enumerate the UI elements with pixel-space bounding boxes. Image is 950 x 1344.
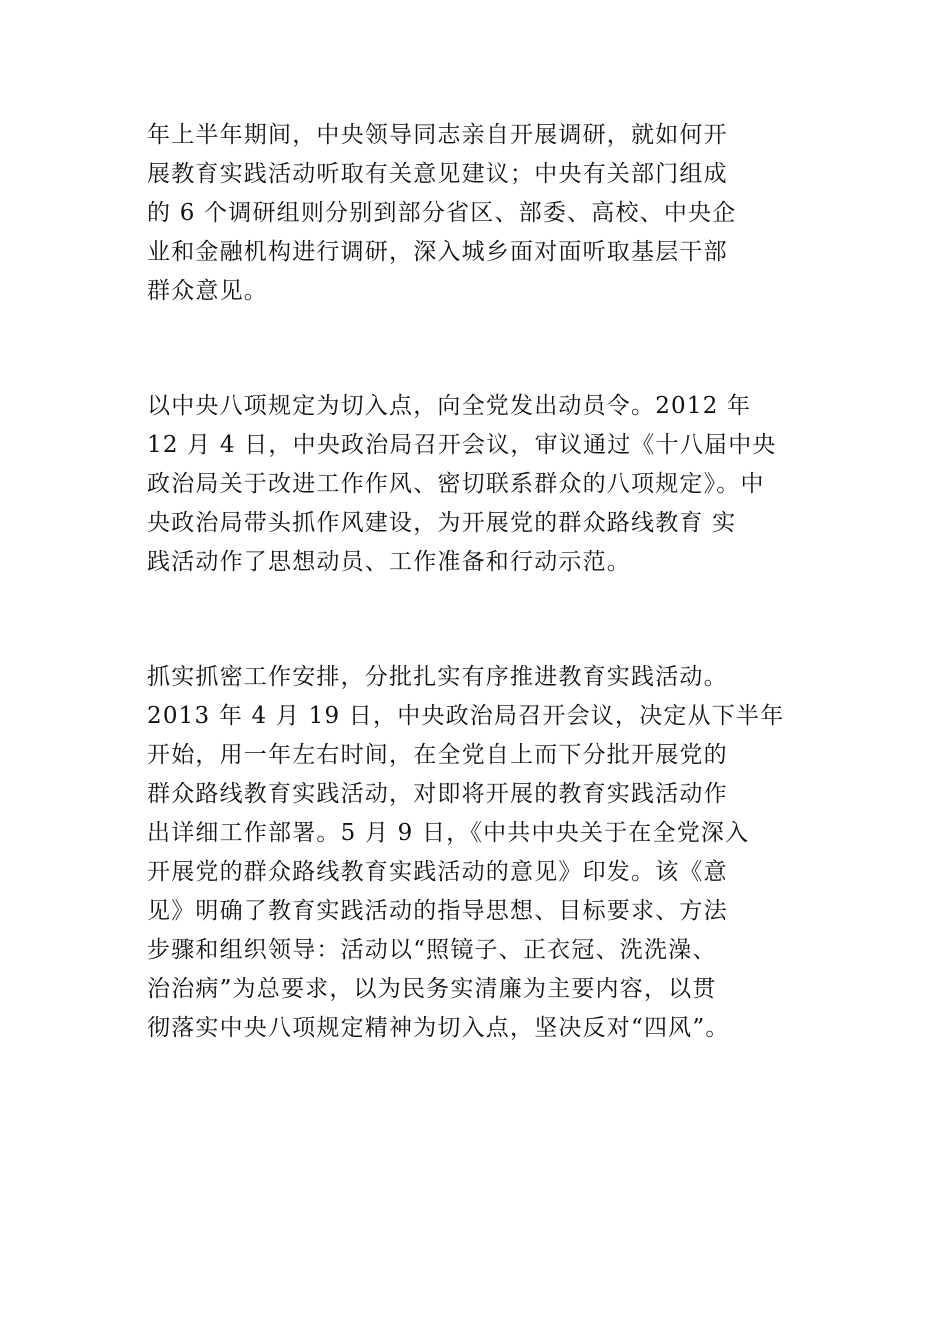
paragraph-research xyxy=(147,116,847,311)
text-line: 12 月 4 日，中央政治局召开会议，审议通过《十八届中央 xyxy=(147,432,777,458)
text-line: 开始，用一年左右时间，在全党自上而下分批开展党的 xyxy=(147,742,728,768)
text-line: 治治病”为总要求，以为民务实清廉为主要内容，以贯 xyxy=(147,976,717,1002)
text-line: 展教育实践活动听取有关意见建议；中央有关部门组成 xyxy=(147,161,728,187)
text-line: 步骤和组织领导：活动以“照镜子、正衣冠、洗洗澡、 xyxy=(147,937,717,963)
text-line: 政治局关于改进工作作风、密切联系群众的八项规定》。中 xyxy=(147,471,765,497)
text-line: 业和金融机构进行调研，深入城乡面对面听取基层干部 xyxy=(147,239,728,265)
text-line: 央政治局带头抓作风建设，为开展党的群众路线教育 实 xyxy=(147,510,737,536)
text-line: 开展党的群众路线教育实践活动的意见》印发。该《意 xyxy=(147,859,728,885)
text-line: 年上半年期间，中央领导同志亲自开展调研，就如何开 xyxy=(147,122,728,148)
text-line: 群众路线教育实践活动，对即将开展的教育实践活动作 xyxy=(147,781,728,807)
text-line: 以中央八项规定为切入点，向全党发出动员令。2012 年 xyxy=(147,393,752,419)
paragraph-eight-rules xyxy=(147,387,847,582)
text-line: 彻落实中央八项规定精神为切入点，坚决反对“四风”。 xyxy=(147,1015,730,1041)
paragraph-work-arrangement xyxy=(147,658,847,1048)
text-line: 见》明确了教育实践活动的指导思想、目标要求、方法 xyxy=(147,898,728,924)
text-line: 抓实抓密工作安排，分批扎实有序推进教育实践活动。 xyxy=(147,664,728,690)
text-line: 出详细工作部署。5 月 9 日，《中共中央关于在全党深入 xyxy=(147,820,750,846)
text-line: 践活动作了思想动员、工作准备和行动示范。 xyxy=(147,549,631,575)
text-line: 的 6 个调研组则分别到部分省区、部委、高校、中央企 xyxy=(147,200,737,226)
text-line: 群众意见。 xyxy=(147,278,268,304)
text-line: 2013 年 4 月 19 日，中央政治局召开会议，决定从下半年 xyxy=(147,703,785,729)
